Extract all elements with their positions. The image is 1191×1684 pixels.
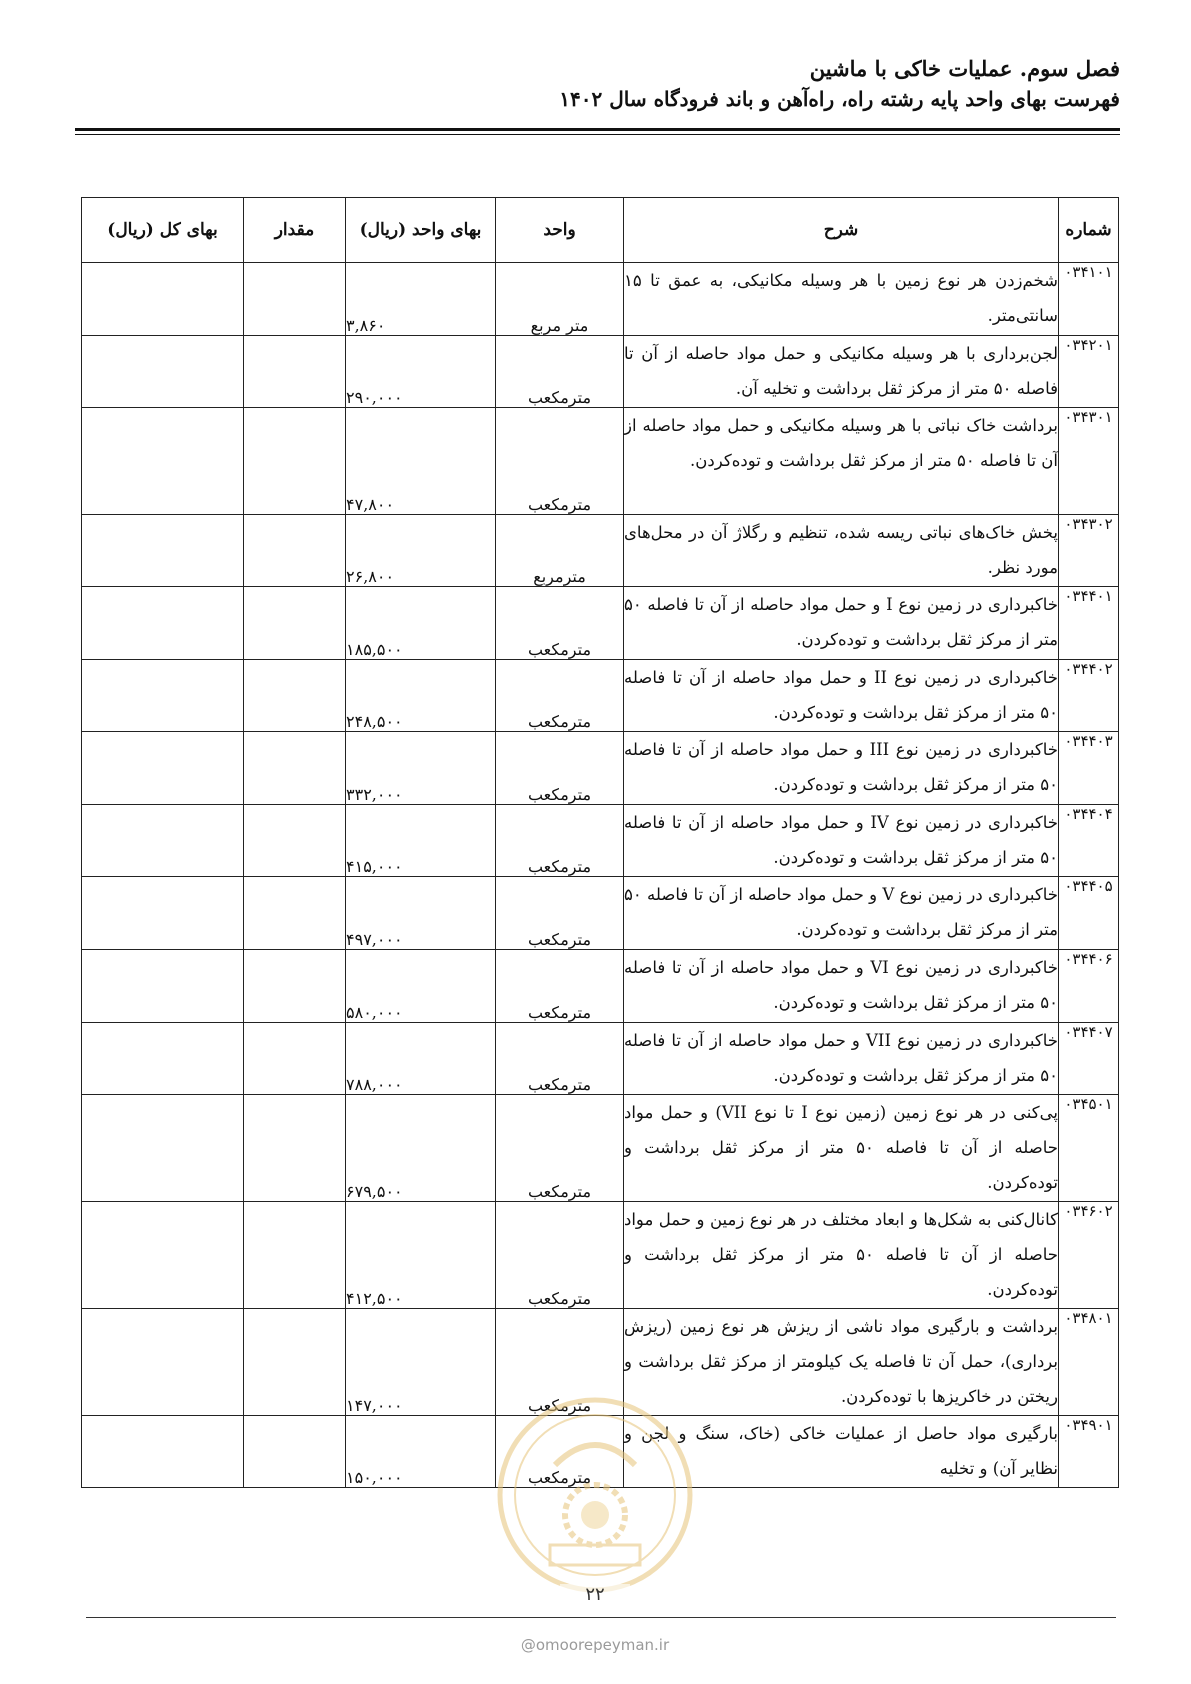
item-description: بارگیری مواد حاصل از عملیات خاکی (خاک، سنگ و لجن و نظایر آن) و تخلیه: [624, 1416, 1059, 1488]
item-total-cell[interactable]: [82, 1023, 244, 1095]
table-row: [82, 1095, 1119, 1202]
item-quantity-cell[interactable]: [244, 950, 346, 1023]
table-row: [82, 805, 1119, 877]
item-description: پخش خاک‌های نباتی ریسه شده، تنظیم و رگلاژ آن در محل‌های مورد نظر.: [624, 515, 1059, 587]
item-quantity-cell[interactable]: [244, 1202, 346, 1309]
item-unit: مترمکعب: [496, 1095, 624, 1202]
item-quantity-cell[interactable]: [244, 263, 346, 336]
item-quantity-cell[interactable]: [244, 1416, 346, 1488]
table-row: [82, 1023, 1119, 1095]
column-header-description: شرح: [624, 198, 1059, 263]
item-code: ۰۳۴۵۰۱: [1059, 1095, 1119, 1202]
item-unit-price: ۳,۸۶۰: [346, 263, 496, 336]
item-total-cell[interactable]: [82, 1416, 244, 1488]
item-code: ۰۳۴۴۰۶: [1059, 950, 1119, 1023]
item-description: کانال‌کنی به شکل‌ها و ابعاد مختلف در هر نوع زمین و حمل مواد حاصله از آن تا فاصله ۵۰ متر از مرکز ثقل برداشت و توده‌کردن.: [624, 1202, 1059, 1309]
item-quantity-cell[interactable]: [244, 408, 346, 515]
item-code: ۰۳۴۲۰۱: [1059, 336, 1119, 408]
item-quantity-cell[interactable]: [244, 1309, 346, 1416]
item-quantity-cell[interactable]: [244, 805, 346, 877]
item-total-cell[interactable]: [82, 408, 244, 515]
item-unit-price: ۴۱۵,۰۰۰: [346, 805, 496, 877]
item-quantity-cell[interactable]: [244, 587, 346, 660]
table-row: [82, 732, 1119, 805]
column-header-unit-price: بهای واحد (ریال): [346, 198, 496, 263]
item-unit: مترمکعب: [496, 1023, 624, 1095]
item-description: لجن‌برداری با هر وسیله مکانیکی و حمل مواد حاصله از آن تا فاصله ۵۰ متر از مرکز ثقل برداشت و تخلیه آن.: [624, 336, 1059, 408]
item-code: ۰۳۴۴۰۲: [1059, 660, 1119, 732]
table-row: [82, 660, 1119, 732]
item-quantity-cell[interactable]: [244, 1023, 346, 1095]
item-description: برداشت خاک نباتی با هر وسیله مکانیکی و حمل مواد حاصله از آن تا فاصله ۵۰ متر از مرکز ثقل برداشت و توده‌کردن.: [624, 408, 1059, 515]
page-number: ۲۲: [560, 1584, 630, 1605]
table-row: [82, 515, 1119, 587]
item-description: پی‌کنی در هر نوع زمین (زمین نوع I تا نوع VII) و حمل مواد حاصله از آن تا فاصله ۵۰ متر از مرکز ثقل برداشت و توده‌کردن.: [624, 1095, 1059, 1202]
document-title: فهرست بهای واحد پایه رشته راه، راه‌آهن و باند فرودگاه سال ۱۴۰۲: [559, 87, 1120, 111]
item-total-cell[interactable]: [82, 660, 244, 732]
footer-rule: [86, 1617, 1116, 1618]
item-code: ۰۳۴۳۰۲: [1059, 515, 1119, 587]
page-header: [75, 54, 1120, 114]
item-code: ۰۳۴۴۰۷: [1059, 1023, 1119, 1095]
item-unit: مترمکعب: [496, 336, 624, 408]
table-row: [82, 408, 1119, 515]
item-quantity-cell[interactable]: [244, 515, 346, 587]
item-unit-price: ۲۶,۸۰۰: [346, 515, 496, 587]
item-unit: مترمربع: [496, 515, 624, 587]
item-code: ۰۳۴۹۰۱: [1059, 1416, 1119, 1488]
item-unit-price: ۴۷,۸۰۰: [346, 408, 496, 515]
item-description: خاکبرداری در زمین نوع I و حمل مواد حاصله از آن تا فاصله ۵۰ متر از مرکز ثقل برداشت و توده‌کردن.: [624, 587, 1059, 660]
item-unit-price: ۱۴۷,۰۰۰: [346, 1309, 496, 1416]
item-total-cell[interactable]: [82, 877, 244, 950]
item-code: ۰۳۴۴۰۱: [1059, 587, 1119, 660]
item-unit: مترمکعب: [496, 408, 624, 515]
table-row: [82, 950, 1119, 1023]
item-unit: مترمکعب: [496, 732, 624, 805]
column-header-quantity: مقدار: [244, 198, 346, 263]
column-header-code: شماره: [1059, 198, 1119, 263]
item-unit: متر مربع: [496, 263, 624, 336]
item-total-cell[interactable]: [82, 515, 244, 587]
item-total-cell[interactable]: [82, 263, 244, 336]
item-description: برداشت و بارگیری مواد ناشی از ریزش هر نوع زمین (ریزش برداری)، حمل آن تا فاصله یک کیلومتر از مرکز ثقل برداشت و ریختن در خاکریزها با توده‌کردن.: [624, 1309, 1059, 1416]
item-unit: مترمکعب: [496, 877, 624, 950]
item-description: خاکبرداری در زمین نوع II و حمل مواد حاصله از آن تا فاصله ۵۰ متر از مرکز ثقل برداشت و توده‌کردن.: [624, 660, 1059, 732]
item-unit-price: ۳۳۲,۰۰۰: [346, 732, 496, 805]
item-description: شخم‌زدن هر نوع زمین با هر وسیله مکانیکی، به عمق تا ۱۵ سانتی‌متر.: [624, 263, 1059, 336]
item-quantity-cell[interactable]: [244, 877, 346, 950]
table-row: [82, 1416, 1119, 1488]
table-row: [82, 877, 1119, 950]
header-rule-thick: [75, 128, 1120, 131]
item-code: ۰۳۴۳۰۱: [1059, 408, 1119, 515]
header-rule-thin: [75, 134, 1120, 135]
item-unit: مترمکعب: [496, 587, 624, 660]
item-description: خاکبرداری در زمین نوع III و حمل مواد حاصله از آن تا فاصله ۵۰ متر از مرکز ثقل برداشت و توده‌کردن.: [624, 732, 1059, 805]
item-description: خاکبرداری در زمین نوع VI و حمل مواد حاصله از آن تا فاصله ۵۰ متر از مرکز ثقل برداشت و توده‌کردن.: [624, 950, 1059, 1023]
item-code: ۰۳۴۴۰۵: [1059, 877, 1119, 950]
item-description: خاکبرداری در زمین نوع V و حمل مواد حاصله از آن تا فاصله ۵۰ متر از مرکز ثقل برداشت و توده‌کردن.: [624, 877, 1059, 950]
chapter-title: فصل سوم. عملیات خاکی با ماشین: [809, 56, 1120, 81]
item-code: ۰۳۴۸۰۱: [1059, 1309, 1119, 1416]
price-list-table: [81, 197, 1119, 1488]
item-code: ۰۳۴۱۰۱: [1059, 263, 1119, 336]
item-unit: مترمکعب: [496, 950, 624, 1023]
item-unit-price: ۲۹۰,۰۰۰: [346, 336, 496, 408]
item-quantity-cell[interactable]: [244, 660, 346, 732]
column-header-total-price: بهای کل (ریال): [82, 198, 244, 263]
item-code: ۰۳۴۴۰۳: [1059, 732, 1119, 805]
table-row: [82, 336, 1119, 408]
item-total-cell[interactable]: [82, 336, 244, 408]
watermark-url[interactable]: @omoorepeyman.ir: [520, 1636, 670, 1654]
item-total-cell[interactable]: [82, 587, 244, 660]
item-unit-price: ۷۸۸,۰۰۰: [346, 1023, 496, 1095]
item-unit-price: ۴۹۷,۰۰۰: [346, 877, 496, 950]
item-unit-price: ۶۷۹,۵۰۰: [346, 1095, 496, 1202]
column-header-unit: واحد: [496, 198, 624, 263]
item-total-cell[interactable]: [82, 805, 244, 877]
item-unit: مترمکعب: [496, 660, 624, 732]
item-quantity-cell[interactable]: [244, 336, 346, 408]
table-row: [82, 1202, 1119, 1309]
table-row: [82, 263, 1119, 336]
item-code: ۰۳۴۴۰۴: [1059, 805, 1119, 877]
item-unit-price: ۲۴۸,۵۰۰: [346, 660, 496, 732]
item-unit-price: ۴۱۲,۵۰۰: [346, 1202, 496, 1309]
item-quantity-cell[interactable]: [244, 1095, 346, 1202]
item-total-cell[interactable]: [82, 950, 244, 1023]
item-unit: مترمکعب: [496, 1416, 624, 1488]
item-unit-price: ۵۸۰,۰۰۰: [346, 950, 496, 1023]
item-total-cell[interactable]: [82, 732, 244, 805]
item-unit: مترمکعب: [496, 805, 624, 877]
item-code: ۰۳۴۶۰۲: [1059, 1202, 1119, 1309]
item-total-cell[interactable]: [82, 1095, 244, 1202]
item-unit-price: ۱۵۰,۰۰۰: [346, 1416, 496, 1488]
table-row: [82, 1309, 1119, 1416]
table-row: [82, 587, 1119, 660]
item-unit-price: ۱۸۵,۵۰۰: [346, 587, 496, 660]
item-unit: مترمکعب: [496, 1309, 624, 1416]
item-unit: مترمکعب: [496, 1202, 624, 1309]
item-total-cell[interactable]: [82, 1309, 244, 1416]
item-quantity-cell[interactable]: [244, 732, 346, 805]
item-total-cell[interactable]: [82, 1202, 244, 1309]
item-description: خاکبرداری در زمین نوع VII و حمل مواد حاصله از آن تا فاصله ۵۰ متر از مرکز ثقل برداشت و توده‌کردن.: [624, 1023, 1059, 1095]
table-header-row: [82, 198, 1119, 263]
item-description: خاکبرداری در زمین نوع IV و حمل مواد حاصله از آن تا فاصله ۵۰ متر از مرکز ثقل برداشت و توده‌کردن.: [624, 805, 1059, 877]
